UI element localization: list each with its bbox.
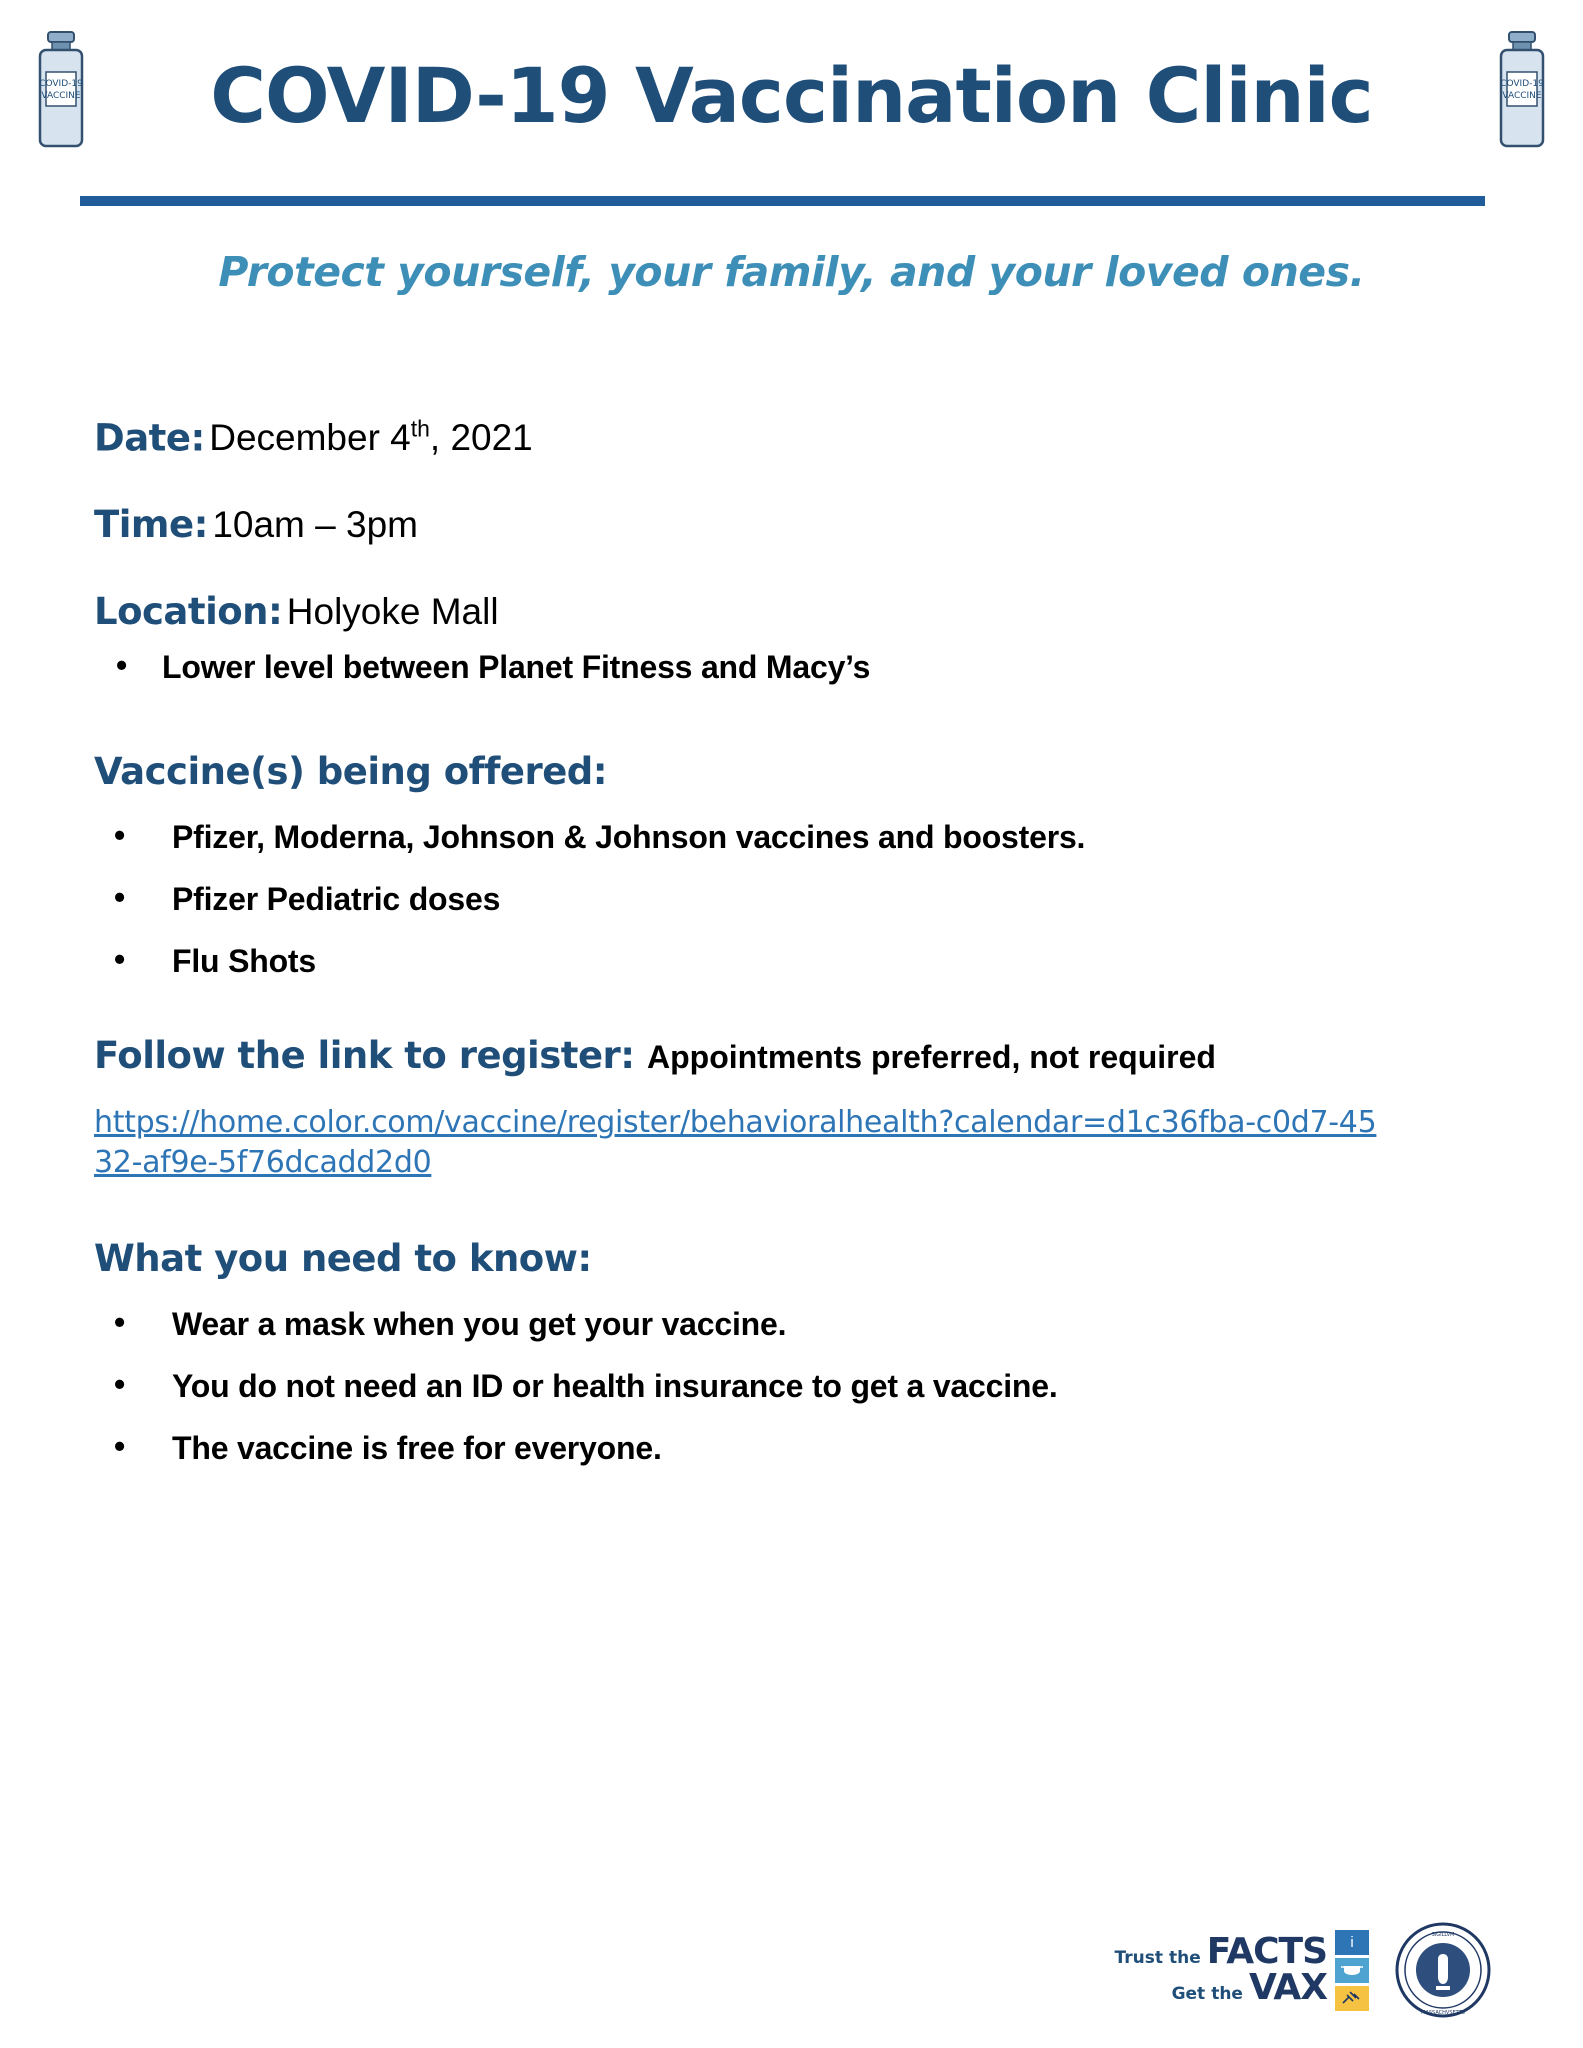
need-to-know-list (94, 1306, 1493, 1467)
the-word-2: the (1211, 1984, 1243, 2004)
trust-the-facts-text (1114, 1931, 1327, 2008)
vaccine-vial-icon-left (30, 30, 92, 150)
list-item: • Pfizer Pediatric doses (94, 881, 1493, 918)
get-word: Get (1171, 1984, 1206, 2004)
svg-text:MASSACHVSETTS: MASSACHVSETTS (1421, 2010, 1465, 2016)
header-divider (80, 196, 1485, 206)
list-item: • Wear a mask when you get your vaccine. (94, 1306, 1493, 1343)
facts-word: FACTS (1206, 1931, 1327, 1972)
svg-text:COVID-19: COVID-19 (1500, 79, 1544, 89)
vax-row (1115, 1967, 1327, 2008)
the-word: the (1169, 1948, 1201, 1968)
register-note: Appointments preferred, not required (646, 1039, 1216, 1076)
page-title: COVID-19 Vaccination Clinic (210, 50, 1373, 140)
page-subtitle: Protect yourself, your family, and your loved ones. (218, 248, 1365, 296)
date-value-year: , 2021 (429, 417, 533, 459)
date-value-main: December 4 (209, 417, 411, 459)
flyer-content (90, 416, 1493, 1467)
svg-text:COVID-19: COVID-19 (39, 79, 83, 89)
date-value (209, 417, 533, 458)
vaccine-vial-icon-right (1491, 30, 1553, 150)
location-value: Holyoke Mall (286, 591, 499, 633)
vaccines-heading: Vaccine(s) being offered: (94, 750, 608, 794)
register-heading-text: Follow the link to register: (94, 1034, 635, 1078)
footer-logos (1115, 1922, 1491, 2018)
time-line (94, 503, 1493, 546)
time-value: 10am – 3pm (212, 504, 418, 546)
vaccines-list (94, 819, 1493, 980)
syringe-icon (1335, 1986, 1369, 2011)
list-item: • The vaccine is free for everyone. (94, 1430, 1493, 1467)
info-icon: i (1335, 1930, 1369, 1955)
location-line (94, 590, 1493, 633)
list-item: • Lower level between Planet Fitness and Macy’s (94, 649, 1493, 686)
svg-text:VACCINE: VACCINE (41, 91, 81, 101)
mask-icon (1335, 1958, 1369, 1983)
svg-text:VACCINE: VACCINE (1502, 91, 1542, 101)
registration-link[interactable]: https://home.color.com/vaccine/register/behavioralhealth?calendar=d1c36fba-c0d7-4532-af9e-5f76dcadd2d0 (94, 1105, 1377, 1180)
flyer-header (39, 0, 1544, 190)
date-label: Date: (94, 416, 205, 460)
date-ordinal-suffix: th (410, 416, 430, 442)
list-item: • You do not need an ID or health insurance to get a vaccine. (94, 1368, 1493, 1405)
date-line (94, 416, 1493, 459)
list-item: • Pfizer, Moderna, Johnson & Johnson vaccines and boosters. (94, 819, 1493, 856)
vax-word: VAX (1248, 1967, 1327, 2008)
facts-row (1114, 1931, 1327, 1972)
trust-word: Trust (1114, 1948, 1163, 1968)
svg-text:SIGILLVM: SIGILLVM (1431, 1932, 1455, 1938)
location-bullet-list (94, 649, 1493, 686)
location-label: Location: (94, 590, 283, 634)
footer-icon-stack (1335, 1930, 1369, 2011)
register-heading (94, 1034, 1493, 1077)
massachusetts-state-seal-icon (1395, 1922, 1491, 2018)
time-label: Time: (94, 503, 208, 547)
trust-the-facts-logo (1115, 1930, 1369, 2011)
need-to-know-heading: What you need to know: (94, 1236, 592, 1280)
list-item: • Flu Shots (94, 943, 1493, 980)
